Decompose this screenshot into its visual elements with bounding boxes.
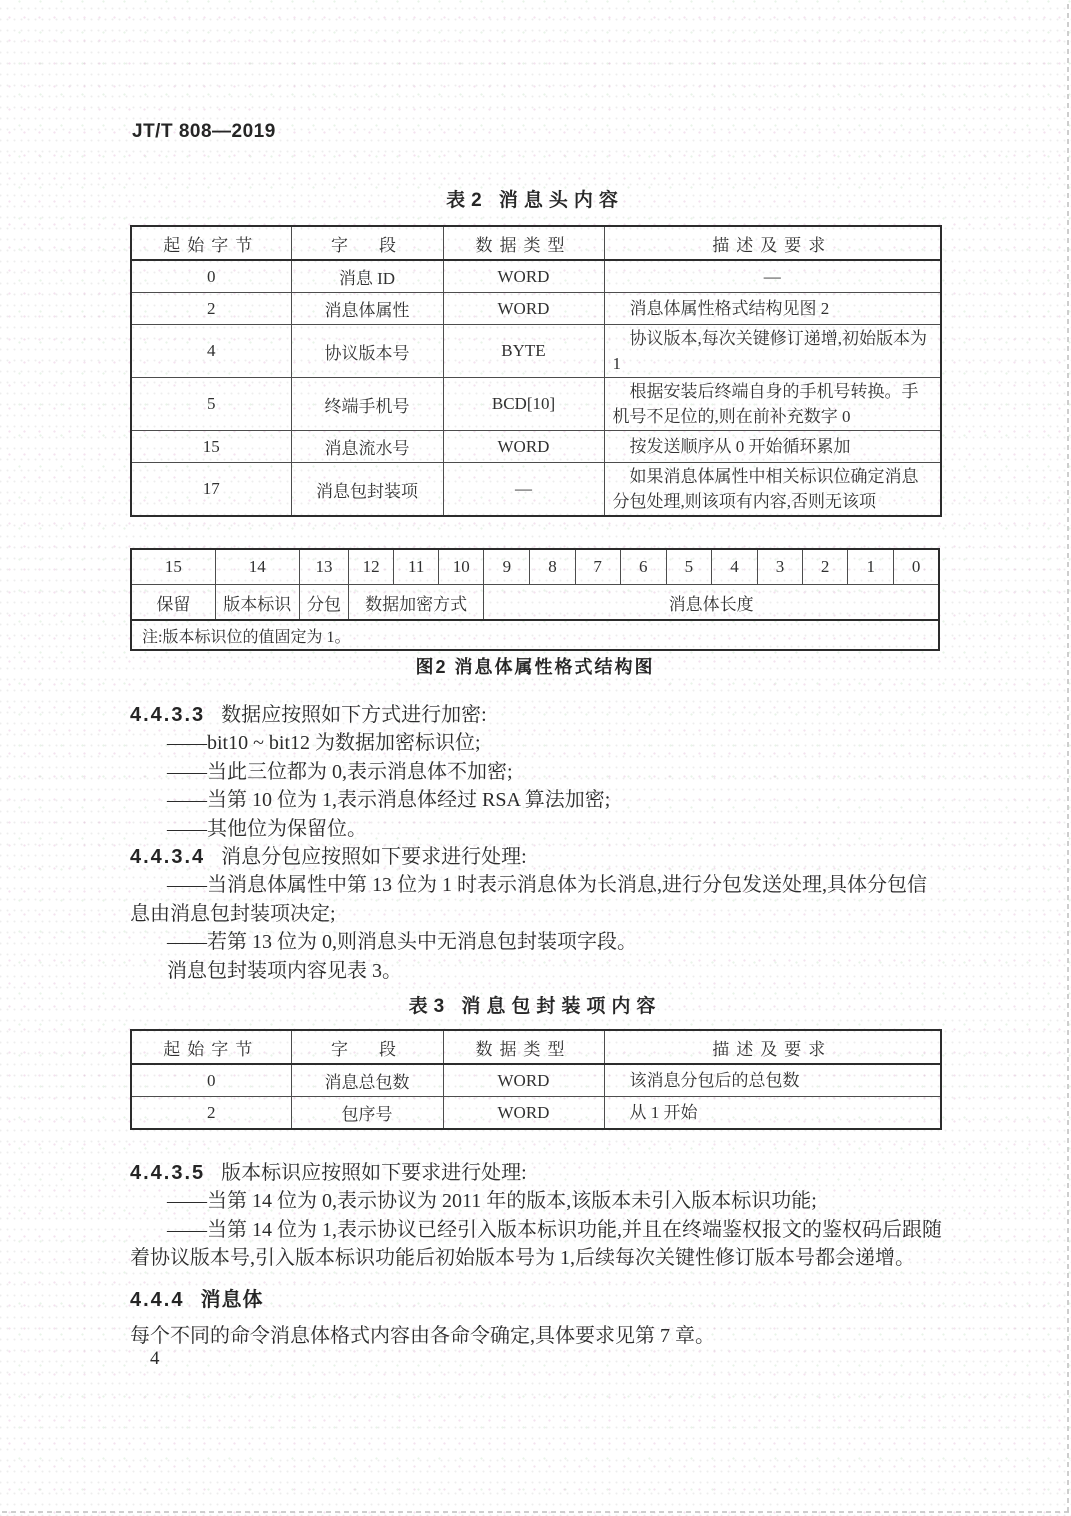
- table-cell: WORD: [443, 431, 604, 463]
- column-header: 描述及要求: [604, 226, 941, 260]
- dash-list-item: ——当此三位都为 0,表示消息体不加密;: [167, 760, 513, 783]
- bit-number-cell: 6: [620, 549, 666, 585]
- bit-number-cell: 13: [299, 549, 348, 585]
- bit-label-cell: 数据加密方式: [349, 585, 484, 621]
- bit-number-cell: 9: [484, 549, 530, 585]
- table-row: [131, 1064, 941, 1097]
- table3-header: [131, 1030, 941, 1064]
- bit-label-cell: 消息体长度: [484, 585, 939, 621]
- bit-number-cell: 7: [575, 549, 620, 585]
- dash-list-item: ——当消息体属性中第 13 位为 1 时表示消息体为长消息,进行分包发送处理,具体分包信息由消息包封装项决定;: [130, 874, 927, 925]
- bit-number-cell: 2: [803, 549, 848, 585]
- bit-number-cell: 12: [349, 549, 394, 585]
- bit-number-cell: 11: [394, 549, 439, 585]
- table-cell: 5: [131, 378, 291, 431]
- table3: [130, 1029, 942, 1130]
- bit-table-note: 注:版本标识位的值固定为 1。: [131, 620, 939, 650]
- table-cell: 协议版本,每次关键修订递增,初始版本为 1: [604, 325, 941, 378]
- table-cell: BCD[10]: [443, 378, 604, 431]
- column-header: 描述及要求: [604, 1030, 941, 1064]
- bit-number-cell: 0: [894, 549, 939, 585]
- bit-label-row: [131, 585, 939, 621]
- table-cell: —: [604, 260, 941, 293]
- section-4434-heading: [130, 843, 944, 871]
- bit-number-cell: 4: [711, 549, 757, 585]
- figure2-bit-table: [130, 548, 940, 651]
- page-number: 4: [150, 1348, 160, 1369]
- bit-number-cell: 14: [215, 549, 299, 585]
- table-cell: 0: [131, 1064, 291, 1097]
- table-cell: 从 1 开始: [604, 1097, 941, 1130]
- bit-label-cell: 版本标识: [215, 585, 299, 621]
- table-cell: 消息流水号: [291, 431, 443, 463]
- scan-edge-bottom: [2, 1511, 1069, 1513]
- bit-number-cell: 8: [530, 549, 575, 585]
- section-4435-heading: [130, 1159, 944, 1187]
- bit-table-note-row: [131, 620, 939, 650]
- table-cell: WORD: [443, 293, 604, 325]
- table-cell: 包序号: [291, 1097, 443, 1130]
- doc-number: JT/T 808—2019: [132, 121, 276, 142]
- table-cell: WORD: [443, 1097, 604, 1130]
- table-cell: —: [443, 463, 604, 517]
- table-cell: WORD: [443, 260, 604, 293]
- section-text: 数据应按照如下方式进行加密:: [221, 704, 487, 726]
- column-header: 数据类型: [443, 226, 604, 260]
- table-cell: 15: [131, 431, 291, 463]
- table-row: [131, 293, 941, 325]
- table-cell: 消息体属性: [291, 293, 443, 325]
- section-number: 4.4.4: [130, 1289, 185, 1311]
- scan-edge-right: [1067, 4, 1069, 1512]
- bit-number-cell: 10: [439, 549, 484, 585]
- column-header: 数据类型: [443, 1030, 604, 1064]
- section-444-body: 每个不同的命令消息体格式内容由各命令确定,具体要求见第 7 章。: [130, 1325, 715, 1347]
- table-cell: WORD: [443, 1064, 604, 1097]
- bit-number-cell: 1: [848, 549, 894, 585]
- dash-list-item: ——其他位为保留位。: [167, 817, 367, 840]
- table-header-row: [131, 226, 941, 260]
- table-cell: 协议版本号: [291, 325, 443, 378]
- bit-number-cell: 5: [666, 549, 711, 585]
- table-cell: 2: [131, 293, 291, 325]
- table-cell: 2: [131, 1097, 291, 1130]
- column-header: 字 段: [291, 226, 443, 260]
- section-4433-4434-block: [130, 701, 944, 985]
- table-cell: 如果消息体属性中相关标识位确定消息分包处理,则该项有内容,否则无该项: [604, 463, 941, 517]
- table2-title: 表2 消息头内容: [446, 190, 624, 211]
- table-cell: 根据安装后终端自身的手机号转换。手机号不足位的,则在前补充数字 0: [604, 378, 941, 431]
- table-cell: 消息总包数: [291, 1064, 443, 1097]
- section-number: 4.4.3.3: [130, 704, 206, 726]
- table-cell: 终端手机号: [291, 378, 443, 431]
- table-cell: 消息 ID: [291, 260, 443, 293]
- section-text: 消息分包应按照如下要求进行处理:: [221, 846, 527, 869]
- table-cell: 17: [131, 463, 291, 517]
- bit-number-cell: 3: [758, 549, 803, 585]
- section-number: 4.4.3.4: [130, 846, 206, 869]
- figure2-caption: 图2 消息体属性格式结构图: [415, 657, 655, 677]
- table-row: [131, 325, 941, 378]
- table-cell: 按发送顺序从 0 开始循环累加: [604, 431, 941, 463]
- column-header: 起始字节: [131, 226, 291, 260]
- table2-body: [131, 260, 941, 516]
- table-cell: 消息包封装项: [291, 463, 443, 517]
- table3-title: 表3 消息包封装项内容: [408, 996, 662, 1017]
- section-title: 消息体: [200, 1289, 264, 1311]
- dash-list-item: ——若第 13 位为 0,则消息头中无消息包封装项字段。: [167, 931, 637, 954]
- section-4435-items: [130, 1187, 944, 1272]
- section-4433-heading: [130, 701, 944, 729]
- table-header-row: [131, 1030, 941, 1064]
- section-4435-block: [130, 1159, 944, 1273]
- table-row: [131, 1097, 941, 1130]
- table2: [130, 225, 942, 517]
- column-header: 字 段: [291, 1030, 443, 1064]
- section-444-heading: [130, 1283, 263, 1312]
- dash-list-item: ——bit10 ~ bit12 为数据加密标识位;: [167, 732, 481, 755]
- bit-label-cell: 分包: [299, 585, 348, 621]
- bit-label-cell: 保留: [131, 585, 215, 621]
- table-row: [131, 431, 941, 463]
- table-cell: 该消息分包后的总包数: [604, 1064, 941, 1097]
- table-row: [131, 463, 941, 517]
- section-4433-items: [130, 729, 944, 843]
- section-4434-tail: 消息包封装项内容见表 3。: [167, 959, 402, 982]
- section-number: 4.4.3.5: [130, 1162, 206, 1184]
- table2-header: [131, 226, 941, 260]
- bit-number-row: [131, 549, 939, 585]
- table-cell: 0: [131, 260, 291, 293]
- table-cell: BYTE: [443, 325, 604, 378]
- column-header: 起始字节: [131, 1030, 291, 1064]
- section-4434-items: [130, 871, 944, 956]
- table-cell: 4: [131, 325, 291, 378]
- dash-list-item: ——当第 14 位为 0,表示协议为 2011 年的版本,该版本未引入版本标识功能;: [167, 1190, 817, 1213]
- bit-number-cell: 15: [131, 549, 215, 585]
- dash-list-item: ——当第 10 位为 1,表示消息体经过 RSA 算法加密;: [167, 789, 611, 812]
- dash-list-item: ——当第 14 位为 1,表示协议已经引入版本标识功能,并且在终端鉴权报文的鉴权码后跟随着协议版本号,引入版本标识功能后初始版本号为 1,后续每次关键性修订版本号都会递增。: [130, 1218, 942, 1270]
- table-row: [131, 378, 941, 431]
- section-text: 版本标识应按照如下要求进行处理:: [221, 1162, 527, 1184]
- table3-body: [131, 1064, 941, 1129]
- table-row: [131, 260, 941, 293]
- table-cell: 消息体属性格式结构见图 2: [604, 293, 941, 325]
